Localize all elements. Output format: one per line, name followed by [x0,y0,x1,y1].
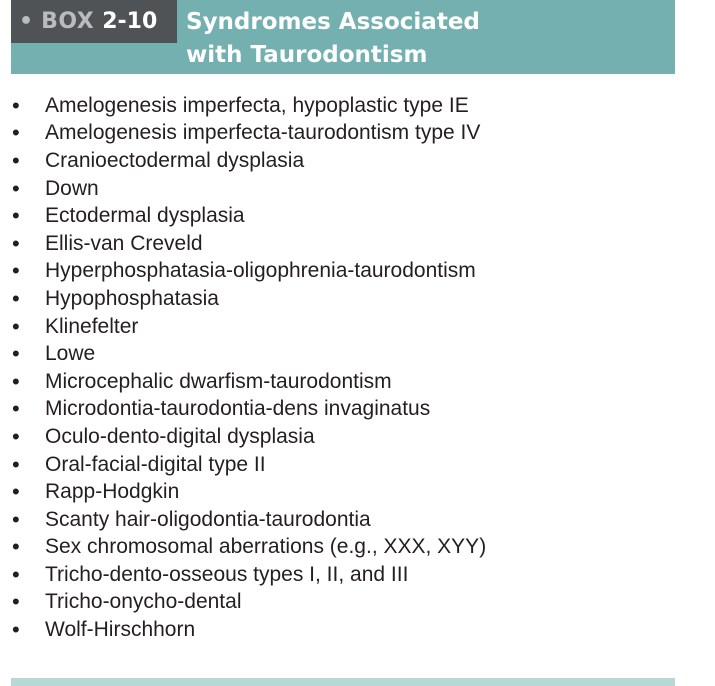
box-title [186,6,666,72]
bullet-icon: • [12,617,20,643]
list-item [12,175,486,203]
list-item [12,561,486,589]
box-label-word: BOX [41,9,95,34]
box-title-line-2: with Taurodontism [186,42,428,68]
list-item [12,396,486,424]
list-item [12,258,486,286]
bullet-icon: • [12,423,20,449]
list-item [12,285,486,313]
list-item-text: Rapp-Hodgkin [45,480,180,504]
list-item-text: Wolf-Hirschhorn [45,618,196,642]
list-item-text: Scanty hair-oligodontia-taurodontia [45,507,371,531]
bullet-icon: • [12,506,20,532]
list-item [12,451,486,479]
list-item-text: Microdontia-taurodontia-dens invaginatus [45,397,431,421]
list-item [12,340,486,368]
list-item-text: Tricho-onycho-dental [45,590,242,614]
list-item-text: Ectodermal dysplasia [45,204,245,228]
list-item [12,147,486,175]
list-item [12,313,486,341]
bullet-icon: • [12,451,20,477]
list-item [12,506,486,534]
bullet-icon: • [12,534,20,560]
list-item [12,589,486,617]
list-item [12,120,486,148]
list-item [12,368,486,396]
list-item [12,423,486,451]
bullet-icon: • [12,230,20,256]
list-item [12,92,486,120]
bullet-icon: • [12,561,20,587]
list-item-text: Oral-facial-digital type II [45,452,266,476]
bullet-icon: • [12,313,20,339]
list-item [12,534,486,562]
bullet-icon: • [12,92,20,118]
list-item-text: Hyperphosphatasia-oligophrenia-taurodontism [45,259,476,283]
box-number: 2-10 [102,9,158,34]
list-item-text: Sex chromosomal aberrations (e.g., XXX, XYY) [45,535,487,559]
bullet-icon: • [12,120,20,146]
list-item-text: Amelogenesis imperfecta-taurodontism type IV [45,121,481,145]
list-item [12,202,486,230]
bullet-icon: • [12,341,20,367]
syndrome-list [12,92,486,644]
bullet-icon: • [12,368,20,394]
bullet-icon: • [12,589,20,615]
list-item-text: Cranioectodermal dysplasia [45,148,305,172]
box-label [11,0,177,43]
list-item-text: Lowe [45,342,96,366]
bullet-icon: • [12,203,20,229]
box-bottom-bar [11,678,675,686]
list-item [12,478,486,506]
box-title-line-1: Syndromes Associated [186,9,480,35]
list-item [12,230,486,258]
bullet-icon: • [12,479,20,505]
list-item-text: Hypophosphatasia [45,286,219,310]
bullet-icon: • [12,258,20,284]
list-item-text: Down [45,176,99,200]
list-item-text: Amelogenesis imperfecta, hypoplastic type IE [45,93,469,117]
list-item-text: Tricho-dento-osseous types I, II, and III [45,562,409,586]
list-item-text: Oculo-dento-digital dysplasia [45,424,315,448]
bullet-icon: • [12,396,20,422]
list-item-text: Klinefelter [45,314,139,338]
list-item-text: Microcephalic dwarfism-taurodontism [45,369,392,393]
bullet-icon: • [12,147,20,173]
box-label-bullet: • [19,8,34,34]
bullet-icon: • [12,285,20,311]
list-item [12,616,486,644]
bullet-icon: • [12,175,20,201]
list-item-text: Ellis-van Creveld [45,231,203,255]
